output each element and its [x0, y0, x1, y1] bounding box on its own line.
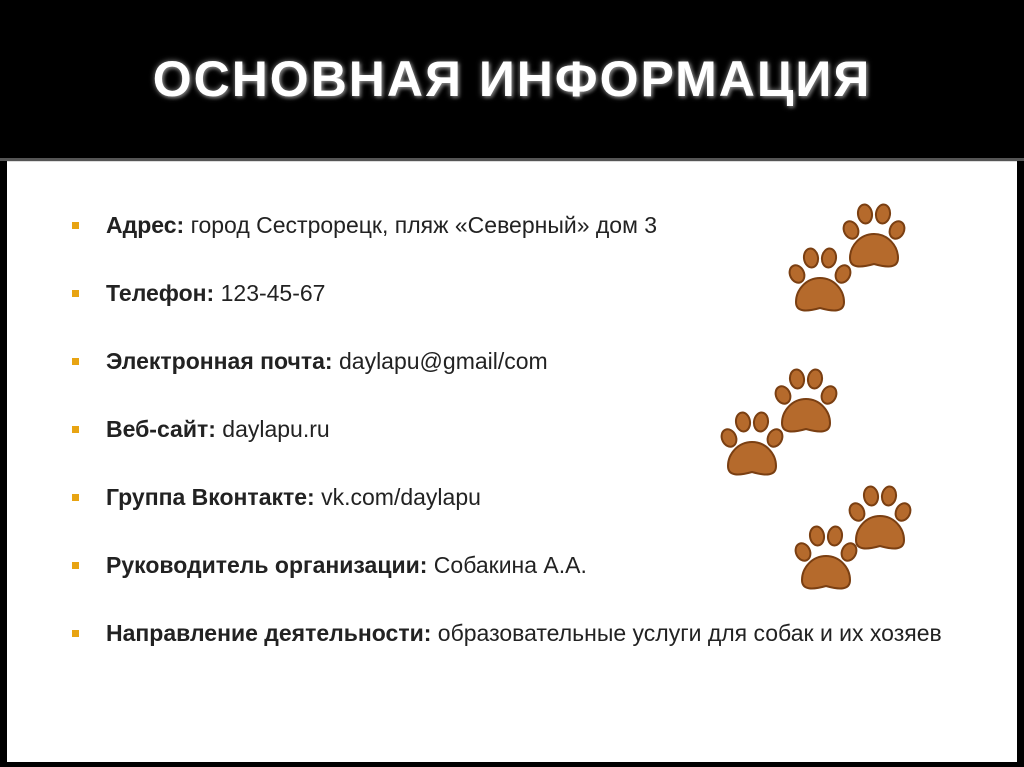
paw-print-icon	[719, 412, 785, 475]
slide-title: ОСНОВНАЯ ИНФОРМАЦИЯ	[152, 51, 872, 107]
item-label: Веб-сайт:	[106, 416, 216, 442]
item-value: daylapu.ru	[215, 416, 330, 442]
paw-print-icon	[787, 248, 853, 311]
item-label: Электронная почта:	[106, 348, 333, 374]
item-label: Адрес:	[106, 212, 185, 238]
item-label: Телефон:	[106, 280, 215, 306]
item-value: vk.com/daylapu	[314, 484, 481, 510]
paw-print-icon	[773, 369, 839, 432]
item-label: Руководитель организации:	[106, 552, 428, 578]
paw-print-icon	[847, 486, 913, 549]
item-value: город Сестрорецк, пляж «Северный» дом 3	[184, 212, 658, 238]
item-value: 123-45-67	[214, 280, 326, 306]
item-value: образовательные услуги для собак и их хозяев	[431, 620, 942, 646]
paw-print-icon	[841, 204, 907, 267]
paw-print-icon	[793, 526, 859, 589]
item-label: Группа Вконтакте:	[106, 484, 315, 510]
item-value: Собакина А.А.	[427, 552, 587, 578]
item-value: daylapu@gmail/com	[332, 348, 548, 374]
item-label: Направление деятельности:	[106, 620, 432, 646]
